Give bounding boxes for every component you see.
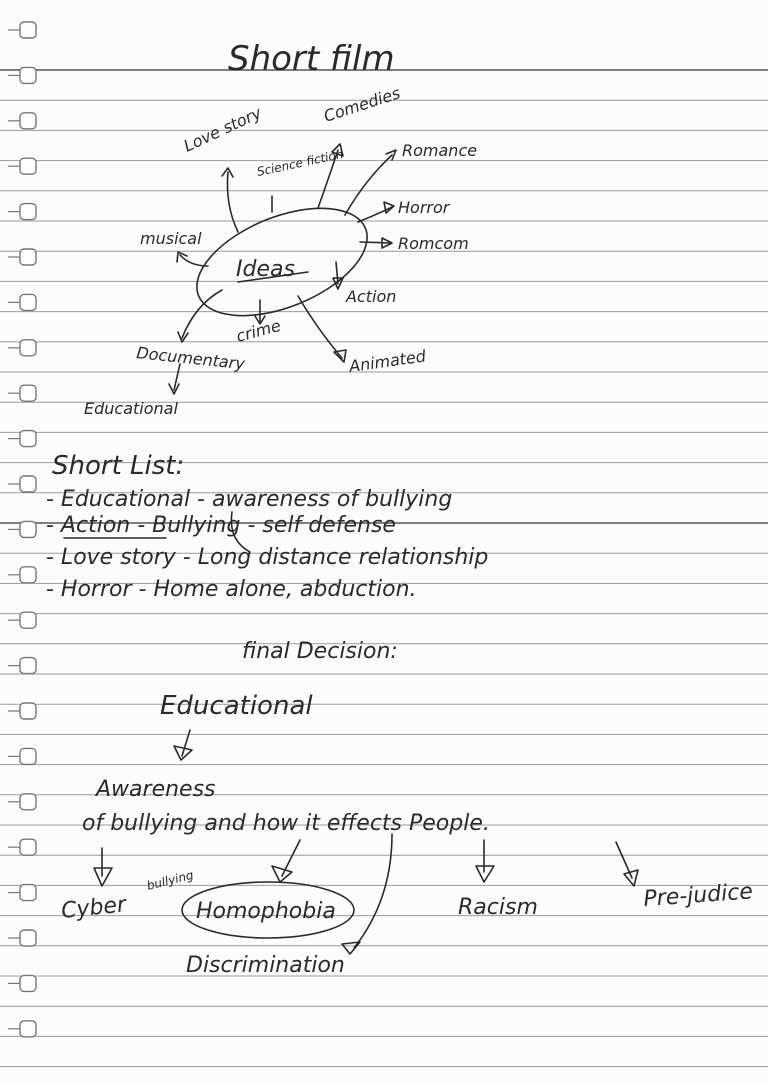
final-heading: final Decision:: [242, 639, 398, 664]
binder-holes: [8, 22, 36, 1037]
subtopic-homophobia: Homophobia: [196, 899, 336, 924]
arrowhead: [624, 870, 638, 886]
binder-hole: [20, 249, 36, 265]
shortlist-item-2: - Action - Bullying - self defense: [46, 513, 396, 538]
binder-hole: [20, 703, 36, 719]
binder-hole: [20, 385, 36, 401]
arrowhead: [94, 868, 112, 886]
branch-musical: musical: [140, 229, 202, 248]
binder-hole: [20, 22, 36, 38]
branch-animated: Animated: [347, 346, 428, 376]
binder-hole: [20, 476, 36, 492]
arrow-discrimination: [354, 834, 392, 948]
shortlist-item-1: - Educational - awareness of bullying: [46, 487, 453, 512]
shortlist-heading: Short List:: [52, 451, 185, 481]
binder-hole: [20, 612, 36, 628]
branch-romance: Romance: [402, 141, 478, 160]
arrow-documentary: [182, 290, 222, 338]
binder-hole: [20, 975, 36, 991]
subtopic-cyber: Cyber: [60, 892, 128, 924]
binder-hole: [20, 885, 36, 901]
mindmap-center-label: Ideas: [236, 257, 295, 282]
binder-hole: [20, 340, 36, 356]
topic-line-1: Awareness: [96, 777, 216, 802]
branch-science-fiction: Science fiction: [255, 147, 345, 179]
shortlist-item-4: - Horror - Home alone, abduction.: [46, 577, 417, 602]
branch-comedies: Comedies: [321, 83, 403, 126]
subtopic-arrows: [94, 834, 638, 954]
arrow-action: [336, 262, 338, 284]
binder-hole: [20, 431, 36, 447]
subtopic-prejudice: Pre-judice: [642, 879, 754, 912]
binder-hole: [20, 294, 36, 310]
subtopic-racism: Racism: [458, 895, 538, 920]
binder-hole: [20, 521, 36, 537]
binder-hole: [20, 748, 36, 764]
binder-hole: [20, 113, 36, 129]
page-title: Short film: [228, 39, 395, 79]
binder-hole: [20, 658, 36, 674]
binder-hole: [20, 567, 36, 583]
binder-hole: [20, 67, 36, 83]
subtopic-bullying: bullying: [145, 867, 195, 893]
binder-hole: [20, 839, 36, 855]
binder-hole: [20, 204, 36, 220]
arrow-animated: [298, 296, 342, 358]
topic-line-2: of bullying and how it effects People.: [82, 811, 490, 836]
binder-hole: [20, 158, 36, 174]
branch-love-story: Love story: [180, 103, 265, 156]
branch-documentary: Documentary: [135, 343, 246, 374]
binder-hole: [20, 1021, 36, 1037]
final-choice: Educational: [160, 691, 313, 721]
branch-educational: Educational: [84, 399, 178, 418]
arrowhead: [476, 866, 494, 882]
branch-romcom: Romcom: [398, 234, 469, 253]
arrow-educational: [174, 364, 180, 390]
arrow-love-story: [227, 172, 238, 232]
arrow-horror: [358, 207, 392, 222]
arrow-romcom: [360, 242, 390, 243]
branch-crime: crime: [234, 315, 283, 346]
subtopic-discrimination: Discrimination: [186, 953, 345, 978]
binder-hole: [20, 930, 36, 946]
arrowhead: [384, 202, 394, 213]
arrowhead: [272, 866, 292, 882]
binder-hole: [20, 794, 36, 810]
shortlist-item-3: - Love story - Long distance relationship: [46, 545, 489, 570]
branch-action: Action: [346, 287, 397, 306]
branch-horror: Horror: [398, 198, 450, 217]
